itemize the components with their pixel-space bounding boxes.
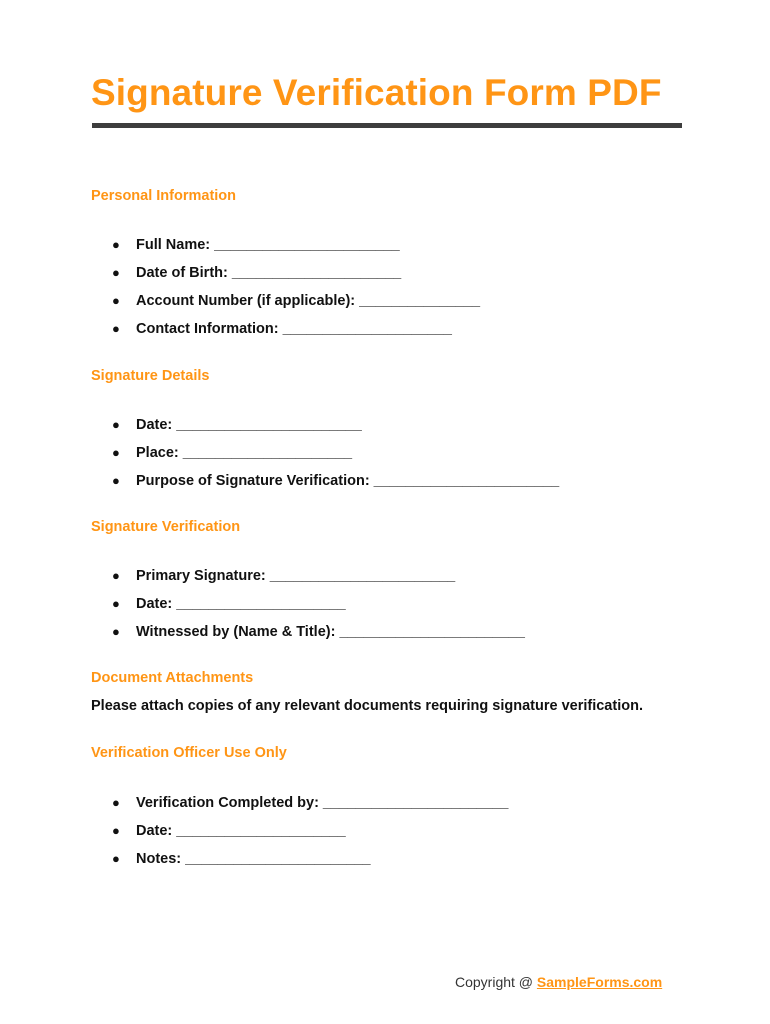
bullet-icon: ●: [112, 851, 120, 866]
field-full-name: [0, 236, 770, 264]
bullet-icon: ●: [112, 265, 120, 280]
field-label: Verification Completed by: _______________________: [136, 795, 509, 811]
section-heading-personal-information: Personal Information: [91, 188, 237, 204]
title-divider: [92, 123, 682, 128]
field-label: Primary Signature: _______________________: [136, 568, 456, 584]
field-label: Date: _____________________: [136, 596, 346, 612]
field-primary-signature: [0, 567, 770, 595]
bullet-icon: ●: [112, 568, 120, 583]
field-label: Witnessed by (Name & Title): _______________________: [136, 624, 525, 640]
verification-officer-fields: [0, 794, 770, 878]
bullet-icon: ●: [112, 293, 120, 308]
field-purpose: [0, 472, 770, 500]
field-witnessed-by: [0, 623, 770, 651]
section-heading-signature-verification: Signature Verification: [91, 519, 241, 535]
bullet-icon: ●: [112, 237, 120, 252]
field-label: Date: _____________________: [136, 823, 346, 839]
field-contact-information: [0, 320, 770, 348]
field-date-of-birth: [0, 264, 770, 292]
field-notes: [0, 850, 770, 878]
bullet-icon: ●: [112, 624, 120, 639]
section-heading-signature-details: Signature Details: [91, 368, 210, 384]
bullet-icon: ●: [112, 795, 120, 810]
copyright-text: Copyright @: [455, 974, 537, 990]
page-title: Signature Verification Form PDF: [91, 72, 662, 113]
signature-details-fields: [0, 416, 770, 500]
personal-information-fields: [0, 236, 770, 348]
field-account-number: [0, 292, 770, 320]
field-label: Notes: _______________________: [136, 851, 371, 867]
field-label: Full Name: _______________________: [136, 237, 400, 253]
bullet-icon: ●: [112, 473, 120, 488]
bullet-icon: ●: [112, 445, 120, 460]
field-label: Contact Information: _____________________: [136, 321, 452, 337]
field-label: Purpose of Signature Verification: _______________________: [136, 473, 560, 489]
field-date: [0, 416, 770, 444]
field-verification-completed-by: [0, 794, 770, 822]
field-label: Date of Birth: _____________________: [136, 265, 402, 281]
bullet-icon: ●: [112, 417, 120, 432]
bullet-icon: ●: [112, 596, 120, 611]
section-heading-verification-officer: Verification Officer Use Only: [91, 745, 287, 761]
field-place: [0, 444, 770, 472]
field-label: Date: _______________________: [136, 417, 362, 433]
copyright-footer: [455, 974, 662, 990]
section-heading-document-attachments: Document Attachments: [91, 670, 254, 686]
attachments-instruction: Please attach copies of any relevant documents requiring signature verification.: [91, 698, 643, 714]
bullet-icon: ●: [112, 321, 120, 336]
field-label: Place: _____________________: [136, 445, 353, 461]
field-date: [0, 822, 770, 850]
signature-verification-fields: [0, 567, 770, 651]
field-label: Account Number (if applicable): _______________: [136, 293, 481, 309]
bullet-icon: ●: [112, 823, 120, 838]
sampleforms-link[interactable]: SampleForms.com: [536, 974, 663, 990]
field-date: [0, 595, 770, 623]
